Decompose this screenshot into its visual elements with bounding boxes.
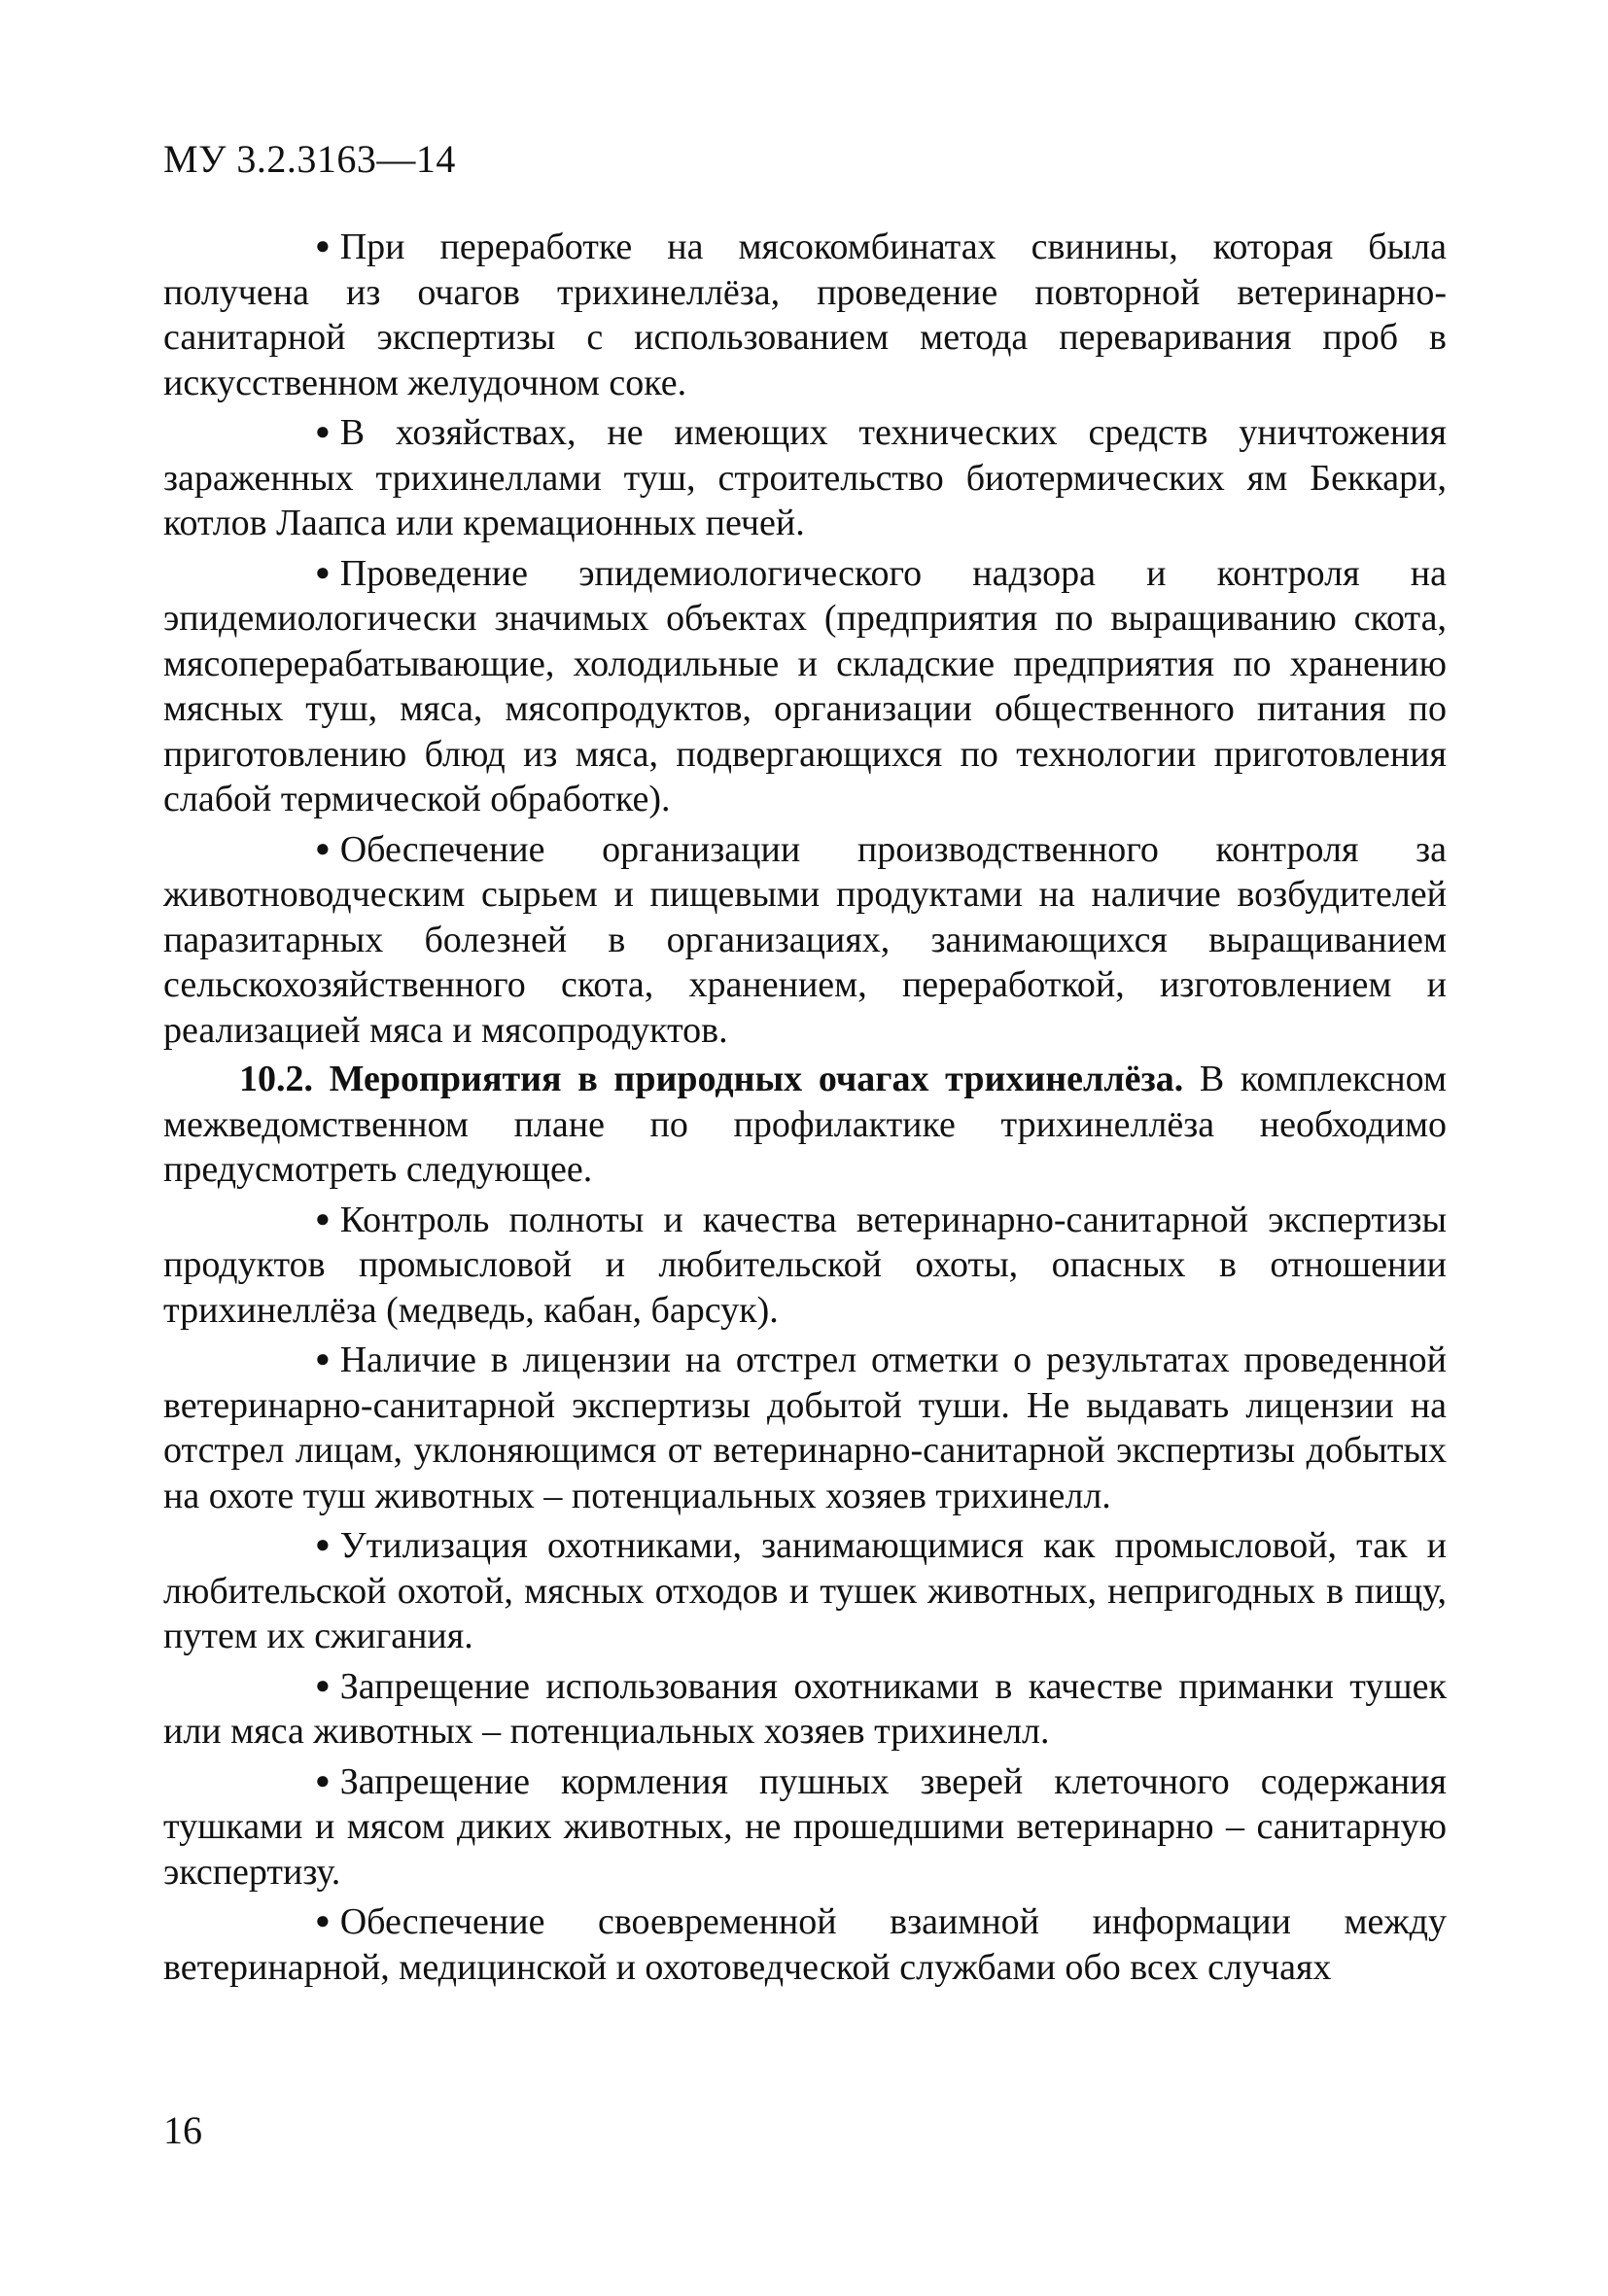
list-item <box>163 826 1447 1054</box>
bullet-icon: ● <box>315 231 331 260</box>
list-item-text: Проведение эпидемиологического надзора и контроля на эпидемиологически значимых объектах (предприятия по выращиванию скота, мясоперерабатывающие, холодильные и складские предприятия по хранению мясных туш, мяса, мясопродуктов, организации общественного питания по приготовлению блюд из мяса, подвергающихся по технологии приготовления слабой термической обработке). <box>163 552 1447 819</box>
section-paragraph-text: В комплексном межведомственном плане по профилактике трихинеллёза необходимо предусмотреть следующее. <box>163 1059 1447 1190</box>
list-item-text: Наличие в лицензии на отстрел отметки о результатах проведенной ветеринарно-санитарной экспертизы добытой туши. Не выдавать лицензии на отстрел лицам, уклоняющимся от ветеринарно-санитарной экспертизы добытых на охоте туш животных – потенциальных хозяев трихинелл. <box>163 1339 1447 1516</box>
bullet-icon: ● <box>315 1530 331 1558</box>
bullet-icon: ● <box>315 417 331 445</box>
list-item-text: В хозяйствах, не имеющих технических средств уничтожения зараженных трихинеллами туш, строительство биотермических ям Беккари, котлов Лаапса или кремационных печей. <box>163 412 1447 543</box>
list-item-text: Обеспечение организации производственного контроля за животноводческим сырьем и пищевыми продуктами на наличие возбудителей паразитарных болезней в организациях, занимающихся выращиванием сельскохозяйственного скота, хранением, переработкой, изготовлением и реализацией мяса и мясопродуктов. <box>163 828 1447 1051</box>
bullet-icon: ● <box>315 1765 331 1794</box>
list-item-text: При переработке на мясокомбинатах свинины, которая была получена из очагов трихинеллёза, проведение повторной ветеринарно-санитарной экспертизы с использованием метода переваривания проб в искусственном желудочном соке. <box>163 226 1447 403</box>
list-item-text: Запрещение использования охотниками в качестве приманки тушек или мяса животных – потенциальных хозяев трихинелл. <box>163 1665 1447 1752</box>
bullet-icon: ● <box>315 1344 331 1373</box>
bullet-icon: ● <box>315 833 331 862</box>
list-item <box>163 1898 1447 1990</box>
list-item <box>163 1663 1447 1755</box>
list-item <box>163 550 1447 822</box>
bullet-icon: ● <box>315 1906 331 1934</box>
page-number: 16 <box>163 2108 202 2152</box>
list-item <box>163 1522 1447 1659</box>
list-item-text: Обеспечение своевременной взаимной информации между ветеринарной, медицинской и охотоведческой службами обо всех случаях <box>163 1901 1447 1988</box>
list-item-text: Запрещение кормления пушных зверей клеточного содержания тушками и мясом диких животных, не прошедшими ветеринарно – санитарную экспертизу. <box>163 1760 1447 1893</box>
list-item <box>163 1197 1447 1334</box>
document-code: МУ 3.2.3163—14 <box>163 137 456 181</box>
list-item-text: Утилизация охотниками, занимающимися как промысловой, так и любительской охотой, мясных отходов и тушек животных, непригодных в пищу, путем их сжигания. <box>163 1525 1447 1656</box>
list-item <box>163 409 1447 546</box>
list-item <box>163 1758 1447 1896</box>
section-paragraph <box>163 1057 1447 1193</box>
list-item-text: Контроль полноты и качества ветеринарно-санитарной экспертизы продуктов промысловой и любительской охоты, опасных в отношении трихинеллёза (медведь, кабан, барсук). <box>163 1199 1447 1331</box>
bullet-icon: ● <box>315 1670 331 1699</box>
list-item <box>163 1337 1447 1518</box>
bullet-icon: ● <box>315 1203 331 1233</box>
list-item <box>163 224 1447 405</box>
section-heading: 10.2. Мероприятия в природных очагах трихинеллёза. <box>239 1059 1184 1099</box>
bullet-icon: ● <box>315 557 331 586</box>
body-text <box>163 224 1447 1994</box>
